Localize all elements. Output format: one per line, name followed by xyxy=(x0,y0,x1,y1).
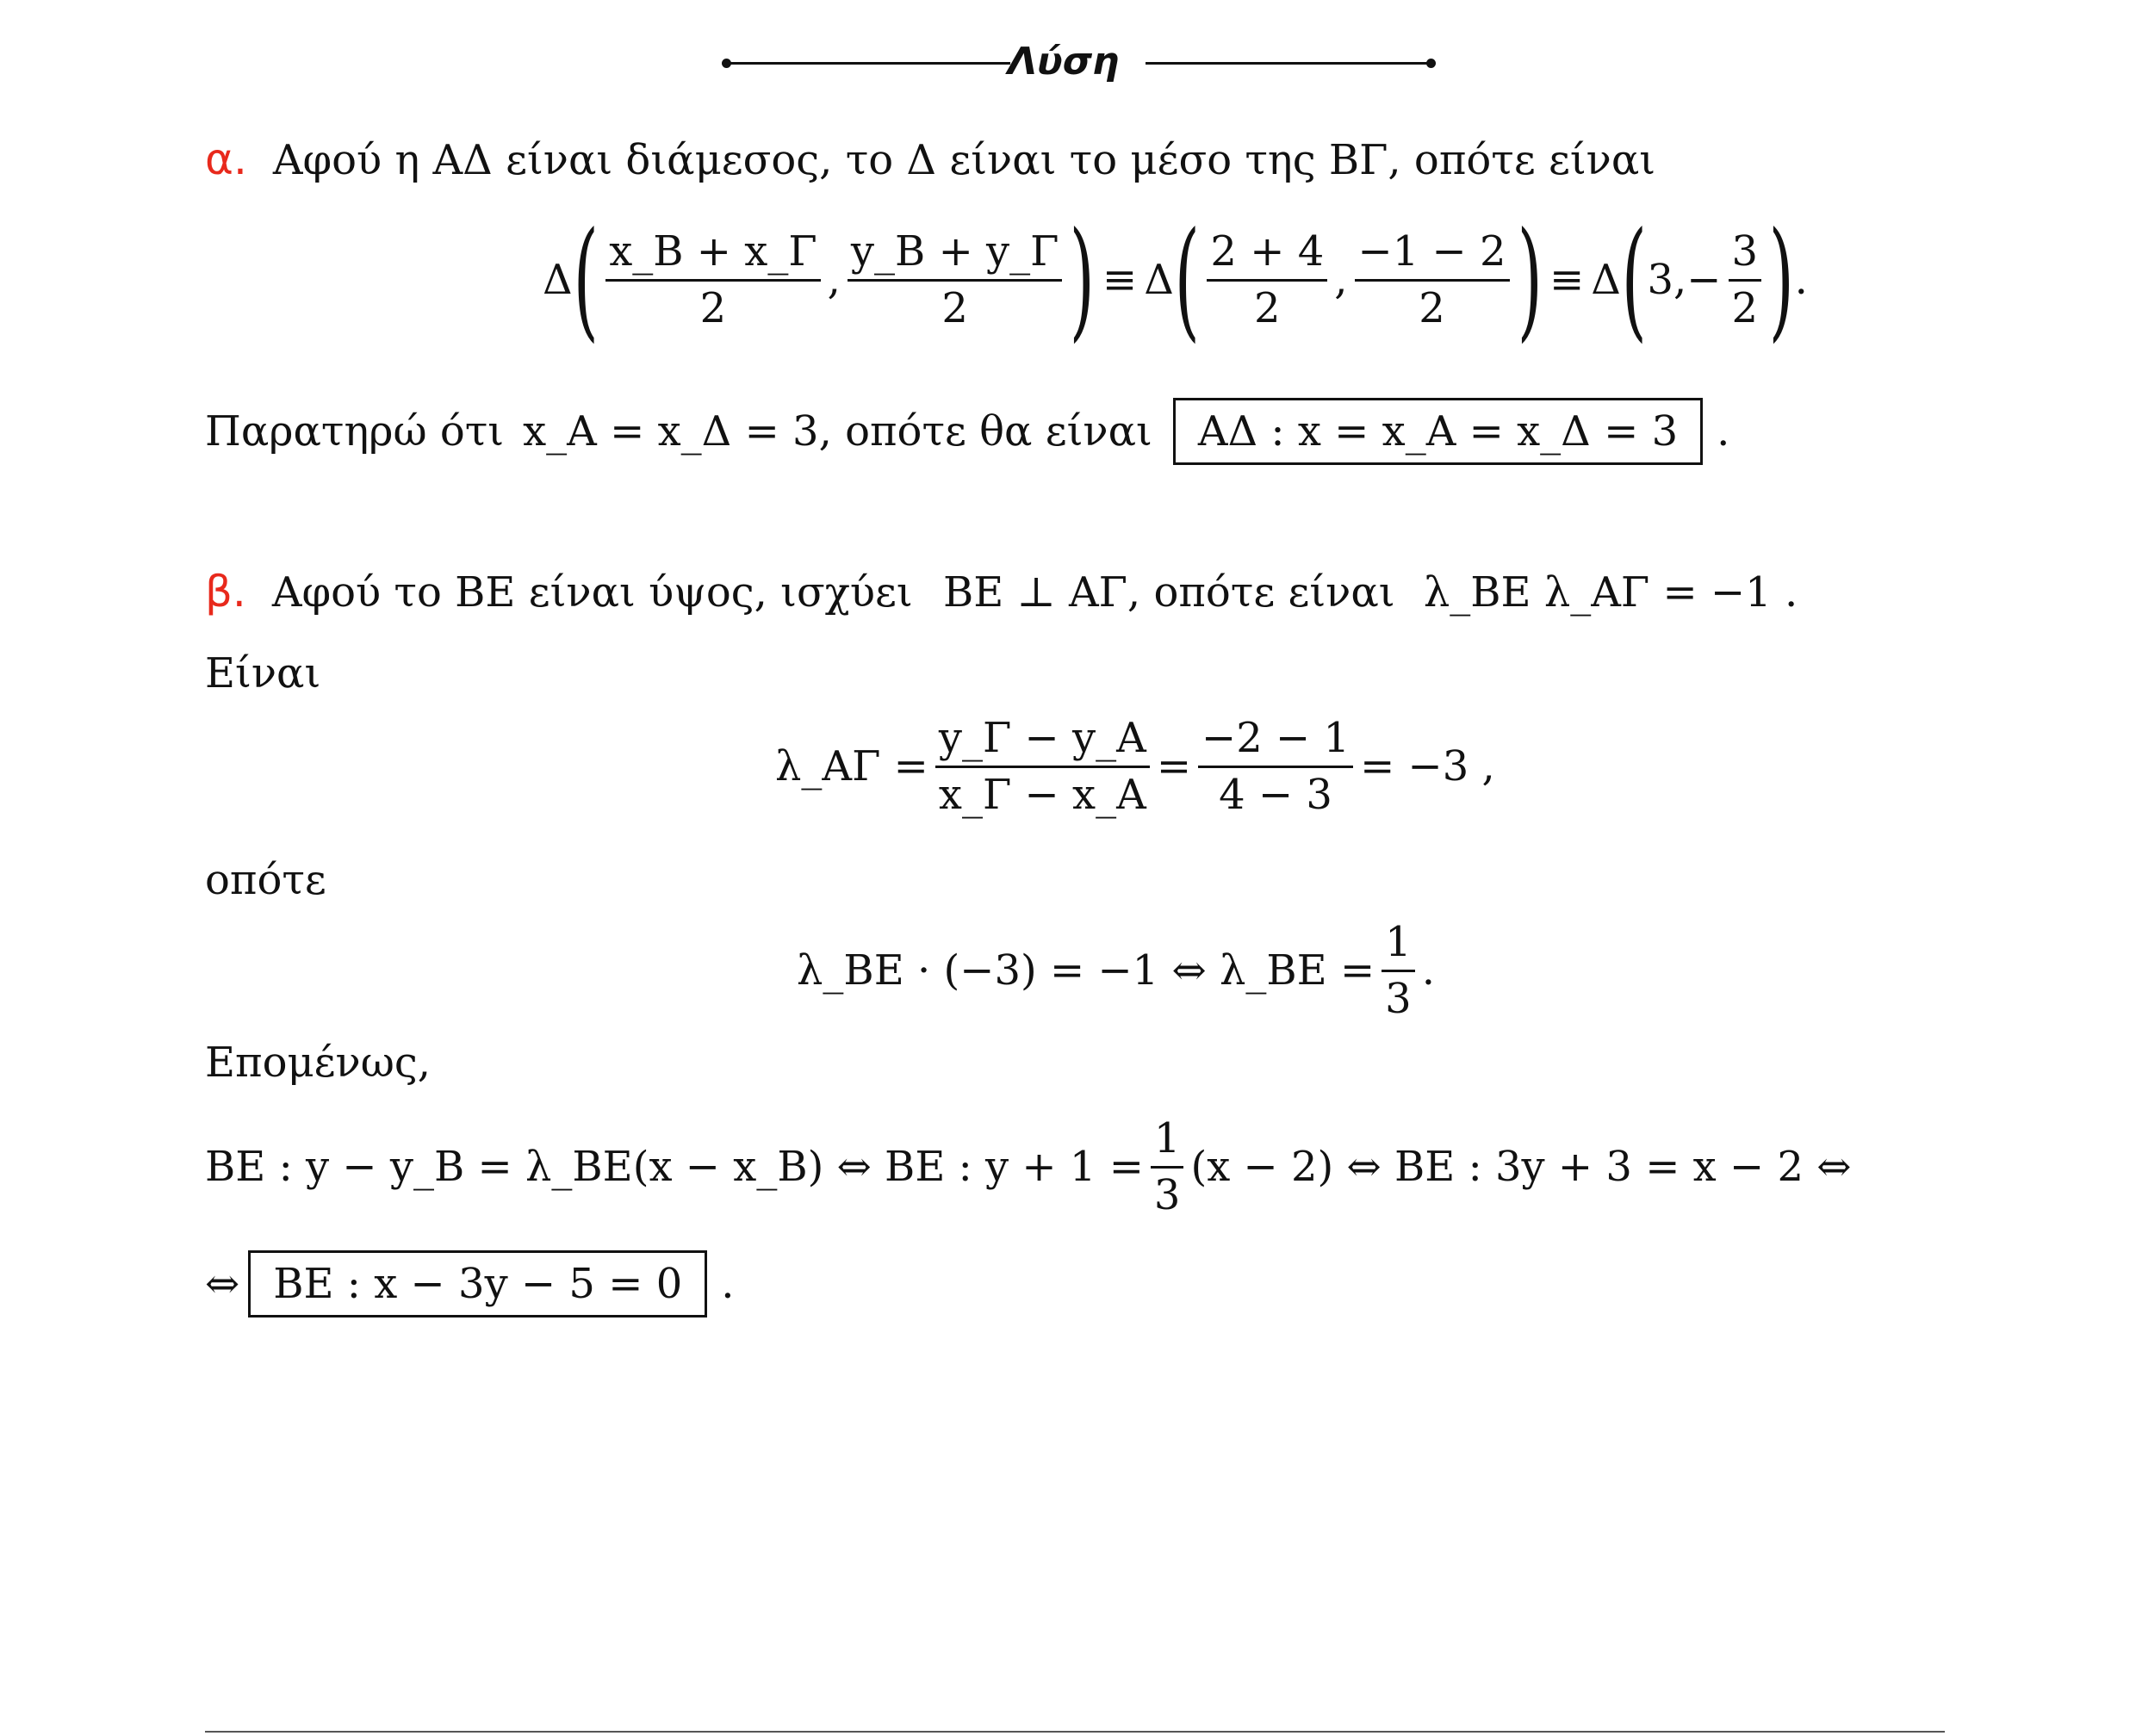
slope-be-end: . xyxy=(1421,946,1435,995)
fraction-numerator: −1 − 2 xyxy=(1357,227,1506,276)
fraction-one-third xyxy=(1382,918,1415,1023)
result-x: 3, xyxy=(1647,256,1687,304)
final-end: . xyxy=(721,1260,735,1308)
equiv-sign: ≡ xyxy=(1102,256,1138,304)
midpoint-point: Δ xyxy=(1144,256,1174,304)
fraction-denominator: 2 xyxy=(1254,283,1281,332)
right-paren: ) xyxy=(1768,205,1794,355)
part-a-line1 xyxy=(205,134,1656,184)
fraction-numerator: y_Γ − y_A xyxy=(938,714,1146,763)
result-sign: − xyxy=(1686,256,1722,304)
fraction-denominator: 2 xyxy=(941,283,968,332)
fraction-numerator: y_B + y_Γ xyxy=(850,227,1059,276)
fraction-bar xyxy=(848,279,1063,282)
midpoint-equation xyxy=(543,207,1808,353)
line-be-equation xyxy=(205,1111,1851,1223)
left-paren: ( xyxy=(573,205,599,355)
fraction-denominator: 2 xyxy=(1419,283,1445,332)
part-a-observation xyxy=(205,398,1729,465)
part-b-line1 xyxy=(205,567,1798,617)
fraction-bar xyxy=(1207,279,1327,282)
header-right-rule xyxy=(1146,62,1430,65)
part-b-intro-tail: , οπότε είναι xyxy=(1127,568,1395,617)
slope-lhs: λ_ΑΓ = xyxy=(775,742,928,790)
slope-ag-equation xyxy=(775,706,1495,827)
boxed-line-ad: ΑΔ : x = x_A = x_Δ = 3 xyxy=(1173,398,1703,465)
part-a-label: α. xyxy=(205,134,247,184)
fraction-slope-formula xyxy=(935,714,1150,819)
fraction-bar xyxy=(1355,279,1510,282)
fraction-numerator: 1 xyxy=(1385,918,1412,967)
einai-text: Είναι xyxy=(205,649,321,698)
observe-tail: , οπότε θα είναι xyxy=(818,407,1152,456)
fraction-denominator: 2 xyxy=(1731,283,1759,332)
fraction-numerator: x_B + x_Γ xyxy=(609,227,817,276)
fraction-bar xyxy=(935,766,1150,768)
fraction-denominator: 3 xyxy=(1153,1170,1181,1219)
epomenos-text: Επομένως, xyxy=(205,1038,432,1087)
final-arrow: ⇔ xyxy=(205,1260,240,1308)
fraction-2-4 xyxy=(1207,227,1327,332)
part-b-intro: Αφού το ΒΕ είναι ύψος, ισχύει xyxy=(271,568,913,617)
header-title: Λύση xyxy=(1008,40,1120,84)
equation-end: . xyxy=(1794,256,1808,304)
fraction-denominator: 4 − 3 xyxy=(1219,770,1332,819)
header-right-dot xyxy=(1426,59,1436,68)
fraction-bar xyxy=(1729,279,1762,282)
final-result xyxy=(205,1250,735,1318)
slope-result: = −3 , xyxy=(1360,742,1495,790)
fraction-bar xyxy=(1151,1166,1184,1169)
fraction-numerator: 2 + 4 xyxy=(1210,227,1325,276)
line-eq-part1: ΒΕ : y − y_B = λ_ΒΕ(x − x_B) ⇔ ΒΕ : y + 1 = xyxy=(205,1143,1144,1191)
equals-sign: = xyxy=(1156,742,1192,790)
equiv-sign: ≡ xyxy=(1549,256,1585,304)
fraction-xb-xg xyxy=(605,227,820,332)
opote-text: οπότε xyxy=(205,856,326,904)
midpoint-point: Δ xyxy=(543,256,573,304)
header-left-rule xyxy=(726,62,1010,65)
part-a-intro: Αφού η ΑΔ είναι διάμεσος, το Δ είναι το μέσο της ΒΓ, οπότε είναι xyxy=(272,136,1656,184)
fraction-yb-yg xyxy=(848,227,1063,332)
fraction-bar xyxy=(1198,766,1353,768)
left-paren: ( xyxy=(1621,205,1647,355)
midpoint-point: Δ xyxy=(1591,256,1621,304)
fraction-numerator: 3 xyxy=(1731,227,1759,276)
footer-rule xyxy=(205,1731,1945,1733)
fraction-numerator: 1 xyxy=(1153,1114,1181,1163)
slope-product: λ_ΒΕ λ_ΑΓ = −1 . xyxy=(1423,568,1798,617)
boxed-line-be: ΒΕ : x − 3y − 5 = 0 xyxy=(248,1250,707,1318)
slope-be-lhs: λ_ΒΕ · (−3) = −1 ⇔ λ_ΒΕ = xyxy=(797,946,1375,995)
right-paren: ) xyxy=(1070,205,1096,355)
comma: , xyxy=(1334,256,1348,304)
observe-text: Παρατηρώ ότι xyxy=(205,407,505,456)
right-paren: ) xyxy=(1517,205,1543,355)
comma: , xyxy=(827,256,841,304)
observe-end: . xyxy=(1717,407,1730,456)
fraction-slope-values xyxy=(1198,714,1353,819)
fraction-denominator: 3 xyxy=(1385,974,1412,1023)
fraction-bar xyxy=(605,279,820,282)
left-paren: ( xyxy=(1174,205,1200,355)
line-eq-part2: (x − 2) ⇔ ΒΕ : 3y + 3 = x − 2 ⇔ xyxy=(1190,1143,1852,1191)
observe-math: x_A = x_Δ = 3 xyxy=(523,407,819,456)
fraction-bar xyxy=(1382,970,1415,972)
fraction-3-2 xyxy=(1729,227,1762,332)
fraction-m1-2 xyxy=(1355,227,1510,332)
fraction-denominator: 2 xyxy=(699,283,727,332)
fraction-one-third xyxy=(1151,1114,1184,1219)
slope-be-equation xyxy=(797,914,1435,1026)
fraction-denominator: x_Γ − x_A xyxy=(938,770,1146,819)
part-b-label: β. xyxy=(205,567,246,617)
perp-relation: ΒΕ ⊥ ΑΓ xyxy=(942,568,1127,617)
fraction-numerator: −2 − 1 xyxy=(1202,714,1351,763)
